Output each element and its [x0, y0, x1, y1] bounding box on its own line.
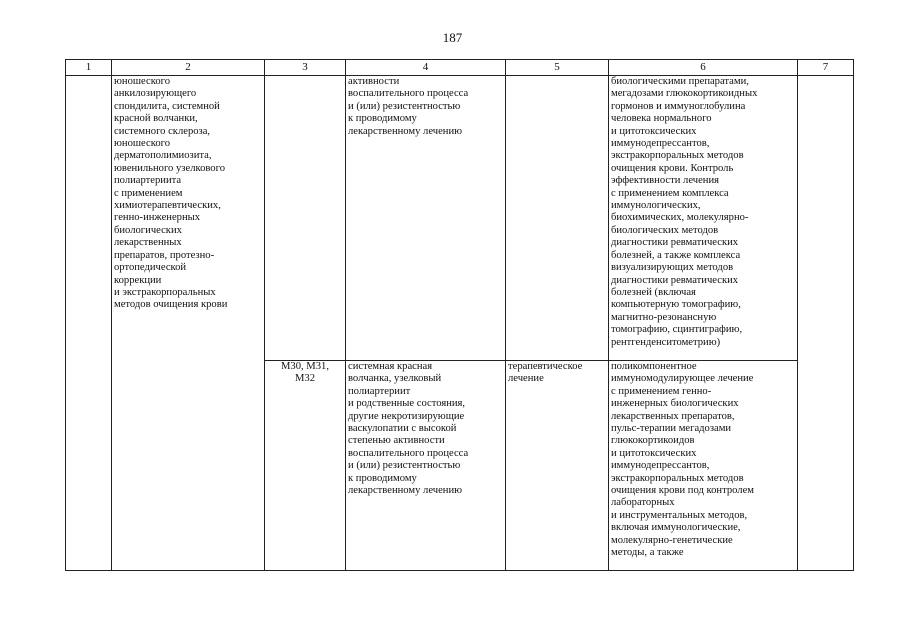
column-header-3: 3 — [265, 60, 346, 76]
medical-services-table — [65, 59, 854, 571]
cell-col4-models: системная красная волчанка, узелковый полиартериит и родственные состояния, другие некротизирующие васкулопатии с высокой степенью активности воспалительного процесса и (или) резистентностью к проводимому лекарственному лечению — [346, 361, 506, 571]
column-header-6: 6 — [609, 60, 798, 76]
table-row — [66, 76, 854, 361]
cell-col1-empty — [66, 76, 112, 571]
cell-col3-empty — [265, 76, 346, 361]
table-header-row — [66, 60, 854, 76]
column-header-4: 4 — [346, 60, 506, 76]
cell-col6-treatment: поликомпонентное иммуномодулирующее лечение с применением генно- инженерных биологических лекарственных препаратов, пульс-терапии мегадозами глюкокортикоидов и цитотоксических иммунодепрессантов, экстракорпоральных методов очищения крови под контролем лабораторных и инструментальных методов, включая иммунологические, молекулярно-генетические методы, а также — [609, 361, 798, 571]
cell-col5-treatment-type: терапевтическое лечение — [506, 361, 609, 571]
column-header-5: 5 — [506, 60, 609, 76]
cell-col4-models: активности воспалительного процесса и (или) резистентностью к проводимому лекарственному лечению — [346, 76, 506, 361]
column-header-7: 7 — [798, 60, 854, 76]
column-header-1: 1 — [66, 60, 112, 76]
cell-col3-icd-codes: М30, М31, М32 — [265, 361, 346, 571]
page-number: 187 — [442, 30, 463, 45]
cell-col6-treatment: биологическими препаратами, мегадозами глюкокортикоидных гормонов и иммуноглобулина человека нормального и цитотоксических иммунодепрессантов, экстракорпоральных методов очищения крови. Контроль эффективности лечения с применением комплекса иммунологических, биохимических, молекулярно- биологических методов диагностики ревматических болезней, а также комплекса визуализирующих методов диагностики ревматических болезней (включая компьютерную томографию, магнитно-резонансную томографию, сцинтиграфию, рентгенденситометрию) — [609, 76, 798, 361]
cell-col7-empty — [798, 361, 854, 571]
column-header-2: 2 — [112, 60, 265, 76]
cell-col7-empty — [798, 76, 854, 361]
cell-col2-conditions: юношеского анкилозирующего спондилита, системной красной волчанки, системного склероза, юношеского дерматополимиозита, ювенильного узелкового полиартериита с применением химиотерапевтических, генно-инженерных биологических лекарственных препаратов, протезно- ортопедической коррекции и экстракорпоральных методов очищения крови — [112, 76, 265, 571]
cell-col5-empty — [506, 76, 609, 361]
